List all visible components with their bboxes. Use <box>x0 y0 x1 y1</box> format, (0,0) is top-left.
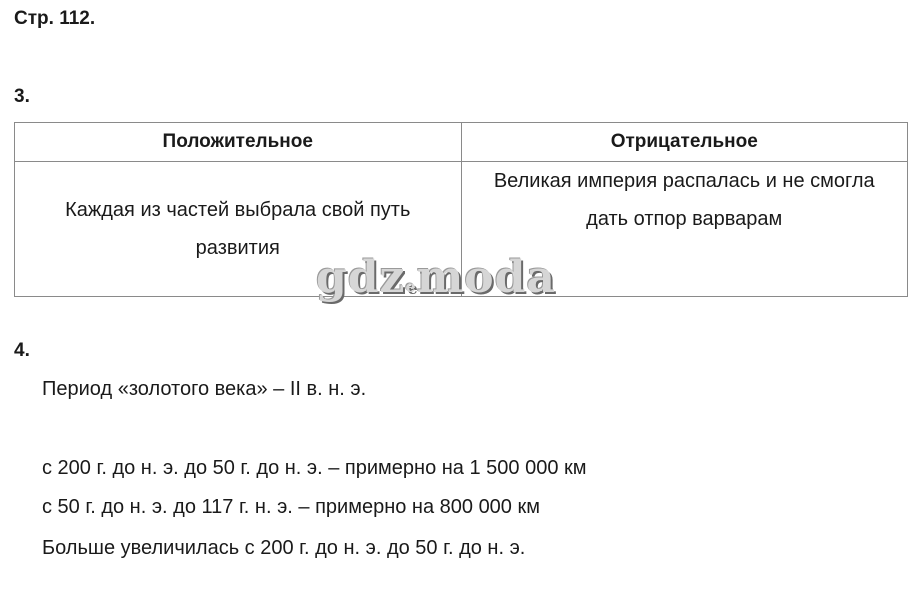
cell-negative: Великая империя распалась и не смогла дать отпор варварам <box>461 162 908 297</box>
header-positive: Положительное <box>15 123 462 162</box>
page-number-header: Стр. 112. <box>14 8 96 29</box>
cell-positive: Каждая из частей выбрала свой путь развития <box>15 162 462 297</box>
watermark-tail: moda <box>416 252 556 303</box>
watermark-small: e <box>405 277 417 296</box>
watermark-main: gdz <box>316 252 406 303</box>
header-negative: Отрицательное <box>461 123 908 162</box>
task-4-number: 4. <box>14 340 30 361</box>
growth-line-1: с 200 г. до н. э. до 50 г. до н. э. – примерно на 1 500 000 км <box>42 457 587 479</box>
task-3-number: 3. <box>14 86 30 107</box>
golden-age-line: Период «золотого века» – II в. н. э. <box>42 378 367 400</box>
site-watermark <box>316 252 556 303</box>
growth-line-2: с 50 г. до н. э. до 117 г. н. э. – примерно на 800 000 км <box>42 496 540 518</box>
conclusion-line: Больше увеличилась с 200 г. до н. э. до 50 г. до н. э. <box>42 537 526 559</box>
table-header-row <box>15 123 908 162</box>
